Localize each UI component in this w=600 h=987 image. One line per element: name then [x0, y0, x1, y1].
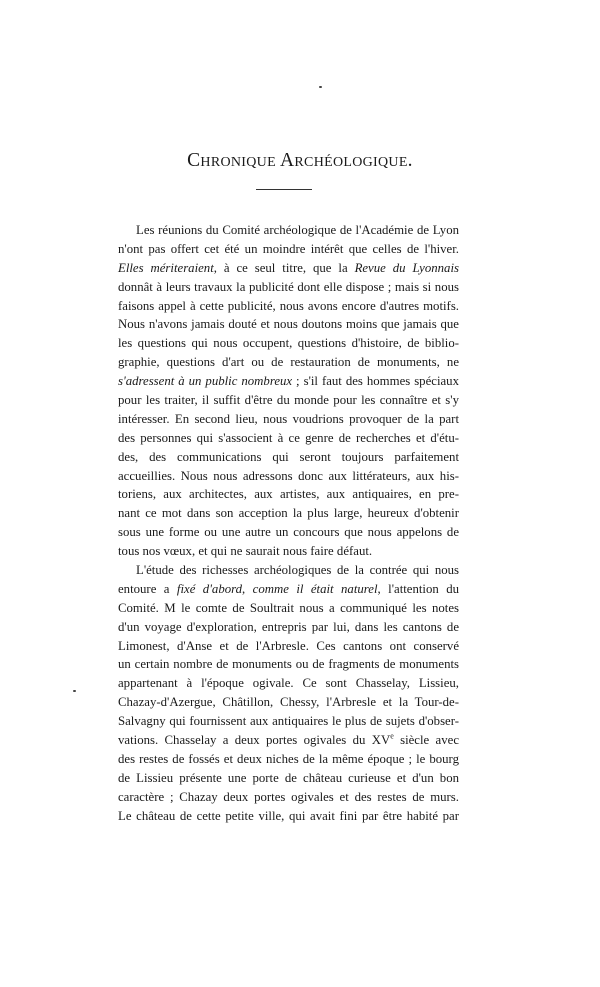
italic-phrase: s'adressent à un public nombreux — [118, 374, 293, 389]
text-line: tous nos vœux, et qui ne saurait nous faire défaut. — [118, 544, 373, 559]
italic-phrase: comme il était naturel — [252, 581, 378, 596]
text-line: accueillies. Nous nous adressons donc aux littérateurs, aux his- — [118, 468, 459, 483]
italic-phrase: Elles mériteraient — [118, 260, 214, 275]
text-line: des personnes qui s'associent à ce genre de recherches et d'étu- — [118, 430, 459, 445]
page-title: Chronique Archéologique. — [187, 150, 413, 171]
text-line: Elles mériteraient, à ce seul titre, que la Revue du Lyonnais — [118, 260, 459, 275]
text-line: Nous n'avons jamais douté et nous doutons moins que jamais que — [118, 317, 459, 332]
text-line: L'étude des richesses archéologiques de la contrée qui nous — [136, 563, 459, 578]
print-speck — [73, 690, 76, 692]
journal-title: Revue du Lyonnais — [354, 260, 459, 275]
paragraph-1 — [118, 221, 459, 561]
text-line: d'un voyage d'exploration, entrepris par lui, dans les cantons de — [118, 619, 459, 634]
print-speck — [319, 86, 322, 88]
text-line: des, des communications qui seront toujours parfaitement — [118, 449, 459, 464]
text-line: Salvagny qui fournissent aux antiquaires le plus de sujets d'obser- — [118, 714, 459, 729]
italic-phrase: fixé d'abord — [176, 581, 243, 596]
text-line: n'ont pas offert cet été un moindre intérêt que celles de l'hiver. — [118, 241, 459, 256]
text-line: donnât à leurs travaux la publicité dont elle dispose ; mais si nous — [118, 279, 459, 294]
text-line: nant ce mot dans son acception la plus large, heureux d'obtenir — [118, 506, 459, 521]
text-line: appartenant à l'époque ogivale. Ce sont Chasselay, Lissieu, — [118, 676, 459, 691]
text-line: de Lissieu présente une porte de château curieuse et d'un bon — [118, 770, 459, 785]
text-line: intéresser. En second lieu, nous voudrions provoquer de la part — [118, 411, 459, 426]
text-line: Limonest, d'Anse et de l'Arbresle. Ces cantons ont conservé — [118, 638, 459, 653]
text-line: Chazay-d'Azergue, Châtillon, Chessy, l'Arbresle et la Tour-de- — [118, 695, 459, 710]
paragraph-2 — [118, 561, 459, 825]
text-line: sous une forme ou une autre un concours que nous appelons de — [118, 525, 459, 540]
text-line: s'adressent à un public nombreux ; s'il faut des hommes spéciaux — [118, 374, 459, 389]
text-line: entoure a fixé d'abord, comme il était naturel, l'attention du — [118, 581, 460, 596]
text-line: caractère ; Chazay deux portes ogivales et des restes de murs. — [118, 789, 459, 804]
text-line: un certain nombre de monuments ou de fragments de monuments — [118, 657, 459, 672]
text-line: toriens, aux architectes, aux artistes, aux antiquaires, en pre- — [118, 487, 459, 502]
text-line: les questions qui nous occupent, questions d'histoire, de biblio- — [118, 336, 459, 351]
text-line: Les réunions du Comité archéologique de l'Académie de Lyon — [136, 223, 459, 237]
text-line: faisons appel à cette publicité, nous avons encore d'autres motifs. — [118, 298, 459, 313]
text-line: pour les traiter, il suffit d'être du monde pour les connaître et s'y — [118, 393, 459, 408]
text-line: Comité. M le comte de Soultrait nous a communiqué les notes — [118, 600, 459, 615]
body-text — [118, 221, 459, 826]
text-line: graphie, questions d'art ou de restauration de monuments, ne — [118, 355, 459, 370]
title-divider — [256, 189, 312, 190]
text-line: des restes de fossés et deux niches de la même époque ; le bourg — [118, 751, 459, 766]
text-line: Le château de cette petite ville, qui avait fini par être habité par — [118, 808, 459, 823]
text-line: vations. Chasselay a deux portes ogivales du XVe siècle avec — [118, 731, 459, 748]
